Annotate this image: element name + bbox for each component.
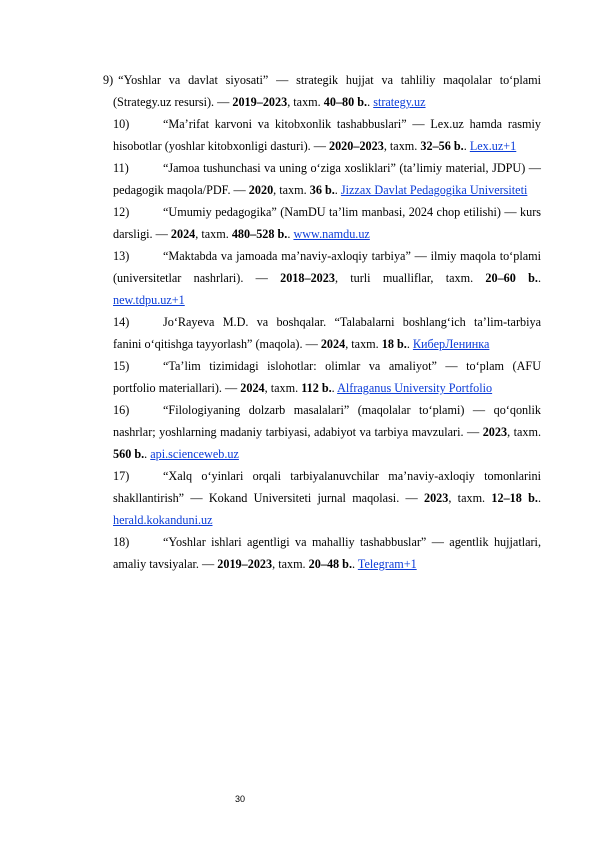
entry-separator: . [537, 491, 541, 505]
entry-source-link[interactable]: strategy.uz [373, 95, 426, 109]
entry-source-link[interactable]: new.tdpu.uz+1 [113, 293, 185, 307]
entry-year: 2018–2023 [280, 271, 335, 285]
entry-separator: . [334, 183, 341, 197]
reference-entry [113, 201, 541, 245]
reference-entry [113, 245, 541, 311]
entry-text-mid: , taxm. [264, 381, 302, 395]
entry-number: 17) [113, 469, 130, 483]
entry-text: “Umumiy pedagogika” (NamDU ta’lim manbasi, 2024 chop etilishi) — kurs darsligi. — [113, 205, 541, 241]
reference-entry [103, 69, 541, 113]
entry-text-mid: , taxm. [383, 139, 421, 153]
entry-text: “Filologiyaning dolzarb masalalari” (maqolalar to‘plami) — qo‘qonlik nashrlar; yoshlarning madaniy tarbiyasi, adabiyot va tarbiya mavzulari. — [113, 403, 541, 439]
entry-text-mid: , taxm. [448, 491, 492, 505]
entry-text-mid: , taxm. [345, 337, 382, 351]
entry-number: 9) [103, 73, 114, 87]
entry-number: 10) [113, 117, 130, 131]
reference-entry [113, 311, 541, 355]
entry-text: “Ta’lim tizimidagi islohotlar: olimlar va amaliyot” — to‘plam (AFU portfolio materiallari). — [113, 359, 541, 395]
entry-text-mid: , taxm. [507, 425, 541, 439]
reference-entry [113, 465, 541, 531]
entry-year: 2024 [320, 337, 346, 351]
entry-text: “Yoshlar va davlat siyosati” — strategik hujjat va tahliliy maqolalar to‘plami (Strategy.uz resursi). — [113, 73, 541, 109]
entry-number: 11) [113, 161, 129, 175]
entry-separator: . [463, 139, 470, 153]
reference-entry [113, 531, 541, 575]
entry-separator: . [406, 337, 413, 351]
entry-text-mid: , taxm. [195, 227, 232, 241]
entry-source-link[interactable]: Alfraganus University Portfolio [337, 381, 493, 395]
entry-text-mid: , turli mualliflar, taxm. [334, 271, 486, 285]
entry-text: “Ma’rifat karvoni va kitobxonlik tashabbuslari” — Lex.uz hamda rasmiy hisobotlar (yoshlar kitobxonligi dasturi). — [113, 117, 541, 153]
entry-year: 2020–2023 [328, 139, 384, 153]
entry-year: 2024 [240, 381, 265, 395]
entry-year: 2023 [423, 491, 449, 505]
entry-number: 18) [113, 535, 130, 549]
entry-number: 12) [113, 205, 130, 219]
entry-pages: 40–80 b. [323, 95, 368, 109]
entry-year: 2019–2023 [217, 557, 273, 571]
entry-number: 13) [113, 249, 130, 263]
entry-pages: 480–528 b. [231, 227, 288, 241]
entry-separator: . [287, 227, 294, 241]
reference-list [103, 69, 541, 575]
entry-number: 15) [113, 359, 130, 373]
entry-text: “Maktabda va jamoada ma’naviy-axloqiy tarbiya” — ilmiy maqola to‘plami (universitetlar nashrlari). — [113, 249, 541, 285]
entry-pages: 112 b. [301, 381, 332, 395]
entry-pages: 36 b. [309, 183, 335, 197]
entry-number: 16) [113, 403, 130, 417]
entry-separator: . [367, 95, 374, 109]
entry-source-link[interactable]: api.scienceweb.uz [150, 447, 239, 461]
entry-year: 2020 [248, 183, 274, 197]
entry-number: 14) [113, 315, 130, 329]
entry-source-link[interactable]: КиберЛенинка [412, 337, 490, 351]
entry-text-mid: , taxm. [287, 95, 324, 109]
entry-separator: . [331, 381, 338, 395]
entry-separator: . [352, 557, 358, 571]
entry-source-link[interactable]: Jizzax Davlat Pedagogika Universiteti [340, 183, 528, 197]
entry-pages: 12–18 b. [491, 491, 538, 505]
reference-entry [113, 157, 541, 201]
reference-entry [113, 113, 541, 157]
reference-entry [113, 399, 541, 465]
entry-source-link[interactable]: Telegram+1 [357, 557, 417, 571]
entry-year: 2023 [482, 425, 508, 439]
entry-separator: . [144, 447, 151, 461]
entry-text: “Xalq o‘yinlari orqali tarbiyalanuvchilar ma’naviy-axloqiy tomonlarini shakllantirish” — Kokand Universiteti jurnal maqolasi. — [113, 469, 541, 505]
entry-pages: 20–48 b. [308, 557, 352, 571]
entry-separator: . [537, 271, 541, 285]
entry-text: Jo‘Rayeva M.D. va boshqalar. “Talabalarni boshlang‘ich ta’lim-tarbiya fanini o‘qitishga tayyorlash” (maqola). — [113, 315, 541, 351]
entry-pages: 18 b. [381, 337, 407, 351]
entry-text: “Yoshlar ishlari agentligi va mahalliy tashabbuslar” — agentlik hujjatlari, amaliy tavsiyalar. — [113, 535, 541, 571]
entry-year: 2019–2023 [232, 95, 288, 109]
reference-entry [113, 355, 541, 399]
entry-source-link[interactable]: www.namdu.uz [293, 227, 370, 241]
entry-year: 2024 [170, 227, 196, 241]
entry-pages: 560 b. [113, 447, 145, 461]
entry-source-link[interactable]: Lex.uz+1 [469, 139, 517, 153]
entry-pages: 32–56 b. [420, 139, 464, 153]
page-number: 30 [234, 794, 245, 804]
entry-text-mid: , taxm. [273, 183, 310, 197]
entry-text-mid: , taxm. [272, 557, 309, 571]
entry-text: “Jamoa tushunchasi va uning o‘ziga xosliklari” (ta’limiy material, JDPU) — pedagogik maqola/PDF. — [113, 161, 541, 197]
entry-source-link[interactable]: herald.kokanduni.uz [113, 513, 213, 527]
entry-pages: 20–60 b. [485, 271, 538, 285]
